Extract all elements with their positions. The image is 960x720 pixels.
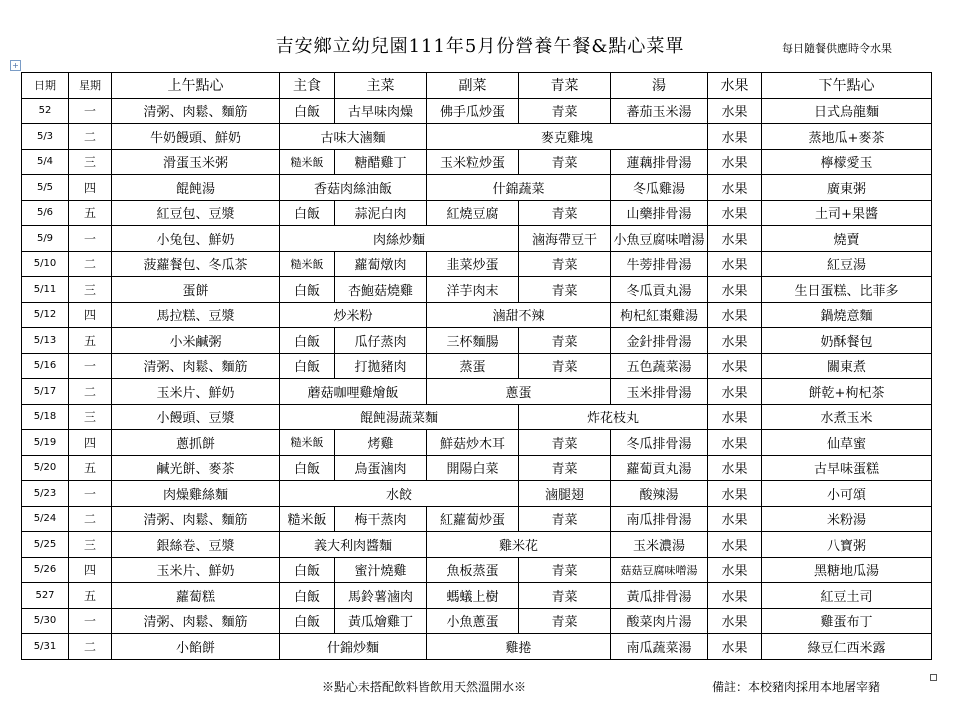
main-dish-cell: 杏鮑菇燒雞 [335, 277, 427, 303]
table-row [22, 430, 932, 456]
afternoon-snack-cell: 紅豆湯 [762, 251, 932, 277]
main-dish-cell: 打拋豬肉 [335, 353, 427, 379]
veg-soup-merged-cell: 炸花枝丸 [519, 404, 708, 430]
soup-cell: 冬瓜雞湯 [611, 175, 708, 201]
fruit-cell: 水果 [708, 302, 762, 328]
header-date: 日期 [22, 73, 69, 99]
menu-title: 吉安鄉立幼兒園111年5月份營養午餐&點心菜單 [275, 36, 685, 57]
afternoon-snack-cell: 奶酥餐包 [762, 328, 932, 354]
afternoon-snack-cell: 餅乾+枸杞茶 [762, 379, 932, 405]
table-resize-handle[interactable] [930, 674, 937, 681]
weekday-cell: 二 [69, 506, 112, 532]
pork-remark: 備註：本校豬肉採用本地屠宰豬 [712, 680, 881, 694]
morning-snack-cell: 清粥、肉鬆、麵筋 [112, 98, 280, 124]
morning-snack-cell: 蛋餅 [112, 277, 280, 303]
vegetable-cell: 青菜 [519, 430, 611, 456]
main-dish-cell: 瓜仔蒸肉 [335, 328, 427, 354]
table-row [22, 557, 932, 583]
morning-snack-cell: 清粥、肉鬆、麵筋 [112, 608, 280, 634]
fruit-cell: 水果 [708, 200, 762, 226]
date-cell: 5/23 [22, 481, 69, 507]
morning-snack-cell: 小米鹹粥 [112, 328, 280, 354]
header-side-dish: 副菜 [427, 73, 519, 99]
table-row [22, 200, 932, 226]
soup-cell: 枸杞紅棗雞湯 [611, 302, 708, 328]
staple-cell: 糙米飯 [280, 430, 335, 456]
morning-snack-cell: 肉燥雞絲麵 [112, 481, 280, 507]
afternoon-snack-cell: 黑糖地瓜湯 [762, 557, 932, 583]
fruit-cell: 水果 [708, 226, 762, 252]
afternoon-snack-cell: 廣東粥 [762, 175, 932, 201]
table-row [22, 634, 932, 660]
staple-main-side-merged-cell: 肉絲炒麵 [280, 226, 519, 252]
soup-cell: 酸辣湯 [611, 481, 708, 507]
weekday-cell: 四 [69, 175, 112, 201]
staple-cell: 白飯 [280, 328, 335, 354]
vegetable-cell: 青菜 [519, 277, 611, 303]
fruit-cell: 水果 [708, 532, 762, 558]
weekday-cell: 四 [69, 430, 112, 456]
staple-cell: 白飯 [280, 353, 335, 379]
vegetable-cell: 青菜 [519, 608, 611, 634]
morning-snack-cell: 滑蛋玉米粥 [112, 149, 280, 175]
morning-snack-cell: 菠蘿餐包、冬瓜茶 [112, 251, 280, 277]
table-row [22, 98, 932, 124]
main-dish-cell: 蘿蔔燉肉 [335, 251, 427, 277]
fruit-cell: 水果 [708, 506, 762, 532]
main-dish-cell: 烤雞 [335, 430, 427, 456]
afternoon-snack-cell: 古早味蛋糕 [762, 455, 932, 481]
soup-cell: 菇菇豆腐味噌湯 [611, 557, 708, 583]
weekday-cell: 四 [69, 302, 112, 328]
drink-footnote: ※點心未搭配飲料皆飲用天然溫開水※ [322, 680, 527, 694]
staple-cell: 糙米飯 [280, 506, 335, 532]
table-row [22, 277, 932, 303]
afternoon-snack-cell: 日式烏龍麵 [762, 98, 932, 124]
soup-cell: 山藥排骨湯 [611, 200, 708, 226]
afternoon-snack-cell: 水煮玉米 [762, 404, 932, 430]
side-veg-soup-merged-cell: 麥克雞塊 [427, 124, 708, 150]
morning-snack-cell: 牛奶饅頭、鮮奶 [112, 124, 280, 150]
vegetable-cell: 青菜 [519, 353, 611, 379]
weekday-cell: 三 [69, 277, 112, 303]
weekday-cell: 五 [69, 455, 112, 481]
date-cell: 5/16 [22, 353, 69, 379]
header-fruit: 水果 [708, 73, 762, 99]
soup-cell: 南瓜蔬菜湯 [611, 634, 708, 660]
staple-main-merged-cell: 什錦炒麵 [280, 634, 427, 660]
weekday-cell: 一 [69, 353, 112, 379]
morning-snack-cell: 紅豆包、豆漿 [112, 200, 280, 226]
morning-snack-cell: 清粥、肉鬆、麵筋 [112, 353, 280, 379]
staple-main-merged-cell: 古味大滷麵 [280, 124, 427, 150]
date-cell: 5/20 [22, 455, 69, 481]
afternoon-snack-cell: 八寶粥 [762, 532, 932, 558]
table-row [22, 455, 932, 481]
main-dish-cell: 鳥蛋滷肉 [335, 455, 427, 481]
soup-cell: 南瓜排骨湯 [611, 506, 708, 532]
header-row [22, 73, 932, 99]
date-cell: 5/13 [22, 328, 69, 354]
side-dish-cell: 開陽白菜 [427, 455, 519, 481]
soup-cell: 牛蒡排骨湯 [611, 251, 708, 277]
afternoon-snack-cell: 小可頌 [762, 481, 932, 507]
soup-cell: 冬瓜貢丸湯 [611, 277, 708, 303]
fruit-cell: 水果 [708, 379, 762, 405]
header-afternoon-snack: 下午點心 [762, 73, 932, 99]
table-row [22, 404, 932, 430]
header-morning-snack: 上午點心 [112, 73, 280, 99]
weekday-cell: 五 [69, 328, 112, 354]
fruit-cell: 水果 [708, 455, 762, 481]
staple-cell: 糙米飯 [280, 251, 335, 277]
date-cell: 5/26 [22, 557, 69, 583]
vegetable-cell: 青菜 [519, 328, 611, 354]
morning-snack-cell: 馬拉糕、豆漿 [112, 302, 280, 328]
main-dish-cell: 蜜汁燒雞 [335, 557, 427, 583]
soup-cell: 金針排骨湯 [611, 328, 708, 354]
side-veg-merged-cell: 雞米花 [427, 532, 611, 558]
afternoon-snack-cell: 土司+果醬 [762, 200, 932, 226]
soup-cell: 玉米排骨湯 [611, 379, 708, 405]
side-veg-merged-cell: 蔥蛋 [427, 379, 611, 405]
staple-main-merged-cell: 蘑菇咖哩雞燴飯 [280, 379, 427, 405]
date-cell: 5/5 [22, 175, 69, 201]
fruit-cell: 水果 [708, 98, 762, 124]
table-row [22, 353, 932, 379]
date-cell: 5/9 [22, 226, 69, 252]
morning-snack-cell: 蔥抓餅 [112, 430, 280, 456]
morning-snack-cell: 玉米片、鮮奶 [112, 557, 280, 583]
afternoon-snack-cell: 紅豆土司 [762, 583, 932, 609]
table-row [22, 532, 932, 558]
staple-cell: 糙米飯 [280, 149, 335, 175]
vegetable-cell: 青菜 [519, 200, 611, 226]
date-cell: 5/31 [22, 634, 69, 660]
table-row [22, 149, 932, 175]
staple-main-side-merged-cell: 餛飩湯蔬菜麵 [280, 404, 519, 430]
fruit-cell: 水果 [708, 328, 762, 354]
header-main-dish: 主菜 [335, 73, 427, 99]
morning-snack-cell: 餛飩湯 [112, 175, 280, 201]
table-row [22, 379, 932, 405]
soup-cell: 小魚豆腐味噌湯 [611, 226, 708, 252]
vegetable-cell: 滷海帶豆干 [519, 226, 611, 252]
side-veg-merged-cell: 雞捲 [427, 634, 611, 660]
fruit-cell: 水果 [708, 608, 762, 634]
morning-snack-cell: 小饅頭、豆漿 [112, 404, 280, 430]
table-row [22, 226, 932, 252]
fruit-note: 每日隨餐供應時令水果 [782, 42, 892, 55]
vegetable-cell: 青菜 [519, 557, 611, 583]
staple-cell: 白飯 [280, 608, 335, 634]
header-soup: 湯 [611, 73, 708, 99]
fruit-cell: 水果 [708, 124, 762, 150]
soup-cell: 五色蔬菜湯 [611, 353, 708, 379]
vegetable-cell: 青菜 [519, 583, 611, 609]
morning-snack-cell: 小餡餅 [112, 634, 280, 660]
fruit-cell: 水果 [708, 430, 762, 456]
afternoon-snack-cell: 綠豆仁西米露 [762, 634, 932, 660]
table-row [22, 175, 932, 201]
fruit-cell: 水果 [708, 404, 762, 430]
fruit-cell: 水果 [708, 557, 762, 583]
weekday-cell: 四 [69, 557, 112, 583]
weekday-cell: 一 [69, 481, 112, 507]
staple-cell: 白飯 [280, 583, 335, 609]
side-dish-cell: 鮮菇炒木耳 [427, 430, 519, 456]
main-dish-cell: 黃瓜燴雞丁 [335, 608, 427, 634]
vegetable-cell: 滷腿翅 [519, 481, 611, 507]
main-dish-cell: 馬鈴薯滷肉 [335, 583, 427, 609]
fruit-cell: 水果 [708, 583, 762, 609]
date-cell: 5/25 [22, 532, 69, 558]
staple-cell: 白飯 [280, 277, 335, 303]
weekday-cell: 二 [69, 634, 112, 660]
date-cell: 5/18 [22, 404, 69, 430]
staple-cell: 白飯 [280, 455, 335, 481]
side-dish-cell: 小魚蔥蛋 [427, 608, 519, 634]
fruit-cell: 水果 [708, 251, 762, 277]
afternoon-snack-cell: 關東煮 [762, 353, 932, 379]
main-dish-cell: 蒜泥白肉 [335, 200, 427, 226]
vegetable-cell: 青菜 [519, 98, 611, 124]
morning-snack-cell: 玉米片、鮮奶 [112, 379, 280, 405]
date-cell: 5/24 [22, 506, 69, 532]
morning-snack-cell: 清粥、肉鬆、麵筋 [112, 506, 280, 532]
date-cell: 527 [22, 583, 69, 609]
table-row [22, 328, 932, 354]
weekday-cell: 三 [69, 149, 112, 175]
side-veg-merged-cell: 什錦蔬菜 [427, 175, 611, 201]
side-dish-cell: 佛手瓜炒蛋 [427, 98, 519, 124]
date-cell: 5/4 [22, 149, 69, 175]
afternoon-snack-cell: 鍋燒意麵 [762, 302, 932, 328]
date-cell: 5/19 [22, 430, 69, 456]
afternoon-snack-cell: 生日蛋糕、比菲多 [762, 277, 932, 303]
date-cell: 5/30 [22, 608, 69, 634]
morning-snack-cell: 鹹光餅、麥茶 [112, 455, 280, 481]
weekday-cell: 二 [69, 124, 112, 150]
staple-cell: 白飯 [280, 200, 335, 226]
date-cell: 5/17 [22, 379, 69, 405]
main-dish-cell: 古早味肉燥 [335, 98, 427, 124]
fruit-cell: 水果 [708, 634, 762, 660]
table-row [22, 583, 932, 609]
morning-snack-cell: 蘿蔔糕 [112, 583, 280, 609]
staple-cell: 白飯 [280, 98, 335, 124]
afternoon-snack-cell: 米粉湯 [762, 506, 932, 532]
weekday-cell: 一 [69, 226, 112, 252]
table-row [22, 302, 932, 328]
table-move-handle-icon[interactable]: + [10, 60, 21, 71]
afternoon-snack-cell: 仙草蜜 [762, 430, 932, 456]
soup-cell: 蕃茄玉米湯 [611, 98, 708, 124]
side-dish-cell: 韭菜炒蛋 [427, 251, 519, 277]
weekday-cell: 五 [69, 583, 112, 609]
soup-cell: 酸菜肉片湯 [611, 608, 708, 634]
vegetable-cell: 青菜 [519, 455, 611, 481]
table-row [22, 481, 932, 507]
side-dish-cell: 魚板蒸蛋 [427, 557, 519, 583]
side-dish-cell: 紅燒豆腐 [427, 200, 519, 226]
weekday-cell: 三 [69, 404, 112, 430]
weekday-cell: 一 [69, 608, 112, 634]
table-row [22, 506, 932, 532]
date-cell: 5/6 [22, 200, 69, 226]
table-row [22, 608, 932, 634]
vegetable-cell: 青菜 [519, 506, 611, 532]
table-row [22, 251, 932, 277]
date-cell: 5/3 [22, 124, 69, 150]
side-dish-cell: 蒸蛋 [427, 353, 519, 379]
soup-cell: 蘿蔔貢丸湯 [611, 455, 708, 481]
header-weekday: 星期 [69, 73, 112, 99]
weekday-cell: 五 [69, 200, 112, 226]
weekday-cell: 二 [69, 379, 112, 405]
soup-cell: 冬瓜排骨湯 [611, 430, 708, 456]
header-staple: 主食 [280, 73, 335, 99]
date-cell: 5/10 [22, 251, 69, 277]
afternoon-snack-cell: 燒賣 [762, 226, 932, 252]
soup-cell: 玉米濃湯 [611, 532, 708, 558]
side-dish-cell: 玉米粒炒蛋 [427, 149, 519, 175]
side-dish-cell: 螞蟻上樹 [427, 583, 519, 609]
weekday-cell: 三 [69, 532, 112, 558]
vegetable-cell: 青菜 [519, 149, 611, 175]
fruit-cell: 水果 [708, 277, 762, 303]
afternoon-snack-cell: 檸檬愛玉 [762, 149, 932, 175]
staple-cell: 白飯 [280, 557, 335, 583]
fruit-cell: 水果 [708, 149, 762, 175]
side-dish-cell: 三杯麵腸 [427, 328, 519, 354]
fruit-cell: 水果 [708, 481, 762, 507]
staple-main-merged-cell: 炒米粉 [280, 302, 427, 328]
afternoon-snack-cell: 蒸地瓜+麥茶 [762, 124, 932, 150]
vegetable-cell: 青菜 [519, 251, 611, 277]
morning-snack-cell: 銀絲卷、豆漿 [112, 532, 280, 558]
staple-main-side-merged-cell: 水餃 [280, 481, 519, 507]
staple-main-merged-cell: 香菇肉絲油飯 [280, 175, 427, 201]
staple-main-merged-cell: 義大利肉醬麵 [280, 532, 427, 558]
header-vegetable: 青菜 [519, 73, 611, 99]
menu-table [21, 72, 932, 660]
weekday-cell: 二 [69, 251, 112, 277]
main-dish-cell: 梅干蒸肉 [335, 506, 427, 532]
date-cell: 5/12 [22, 302, 69, 328]
soup-cell: 蓮藕排骨湯 [611, 149, 708, 175]
side-dish-cell: 洋芋肉末 [427, 277, 519, 303]
afternoon-snack-cell: 雞蛋布丁 [762, 608, 932, 634]
weekday-cell: 一 [69, 98, 112, 124]
side-dish-cell: 紅蘿蔔炒蛋 [427, 506, 519, 532]
fruit-cell: 水果 [708, 175, 762, 201]
side-veg-merged-cell: 滷甜不辣 [427, 302, 611, 328]
fruit-cell: 水果 [708, 353, 762, 379]
date-cell: 52 [22, 98, 69, 124]
table-row [22, 124, 932, 150]
date-cell: 5/11 [22, 277, 69, 303]
morning-snack-cell: 小兔包、鮮奶 [112, 226, 280, 252]
main-dish-cell: 糖醋雞丁 [335, 149, 427, 175]
soup-cell: 黃瓜排骨湯 [611, 583, 708, 609]
